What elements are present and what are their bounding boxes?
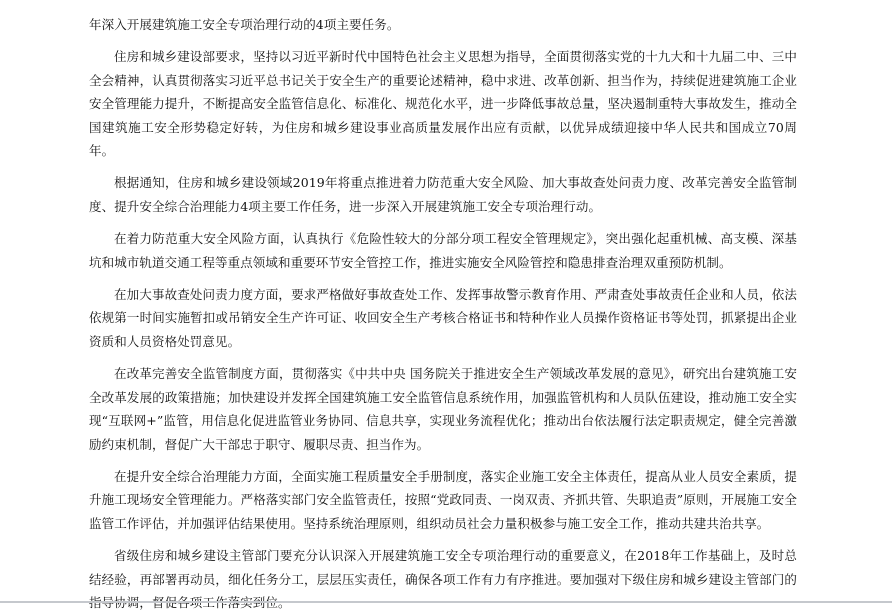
- paragraph-accident-accountability: 在加大事故查处问责力度方面，要求严格做好事故查处工作、发挥事故警示教育作用、严肃查处事故责任企业和人员，依法依规第一时间实施暂扣或吊销安全生产许可证、收回安全生产考核合格证书和特种作业人员操作资格证书等处罚，抓紧提出企业资质和人员资格处罚意见。: [89, 287, 797, 349]
- paragraph-provincial-departments: 省级住房和城乡建设主管部门要充分认识深入开展建筑施工安全专项治理行动的重要意义，在2018年工作基础上，及时总结经验，再部署再动员，细化任务分工，层层压实责任，确保各项工作有力有序推进。要加强对下级住房和城乡建设主管部门的: [89, 548, 797, 587]
- paragraph-governance-capacity: 在提升安全综合治理能力方面，全面实施工程质量安全手册制度，落实企业施工安全主体责任，提高从业人员安全素质，提升施工现场安全管理能力。严格落实部门安全监管责任，按照“党政同责、一岗双责、齐抓共管、失职追责”原则，开展施工安全监管工作评估，并加强评估结果使用。坚持系统治理原则，组织动员社会力量积极参与施工安全工作，推动共建共治共享。: [89, 468, 797, 531]
- document-page: [89, 13, 797, 614]
- paragraph-continuation: 年深入开展建筑施工安全专项治理行动的4项主要任务。: [89, 17, 400, 32]
- paragraph-2019-key-tasks: 根据通知，住房和城乡建设领域2019年将重点推进着力防范重大安全风险、加大事故查处问责力度、改革完善安全监管制度、提升安全综合治理能力4项主要工作任务，进一步深入开展建筑施工安全专项治理行动。: [89, 175, 797, 214]
- paragraph-ministry-requirements: 住房和城乡建设部要求，坚持以习近平新时代中国特色社会主义思想为指导，全面贯彻落实党的十九大和十九届二中、三中全会精神，认真贯彻落实习近平总书记关于安全生产的重要论述精神，稳中求进、改革创新、担当作为，持续促进建筑施工企业安全管理能力提升，不断提高安全监管信息化、标准化、规范化水平，进一步降低事故总量，坚决遏制重特大事故发生，推动全国建筑施工安全形势稳定好转，为住房和城乡建设事业高质量发展作出应有贡献，以优异成绩迎接中华人民共和国成立70周年。: [89, 49, 797, 159]
- paragraph-regulatory-reform: 在改革完善安全监管制度方面，贯彻落实《中共中央 国务院关于推进安全生产领域改革发展的意见》，研究出台建筑施工安全改革发展的政策措施；加快建设并发挥全国建筑施工安全监管信息系统作用，加强监管机构和人员队伍建设，推动施工安全实现“互联网+”监管，用信息化促进监管业务协同、信息共享，实现业务流程优化；推动出台依法履行法定职责规定，健全完善激励约束机制，督促广大干部忠于职守、履职尽责、担当作为。: [89, 366, 797, 452]
- paragraph-risk-prevention: 在着力防范重大安全风险方面，认真执行《危险性较大的分部分项工程安全管理规定》，突出强化起重机械、高支模、深基坑和城市轨道交通工程等重点领域和重要环节安全管控工作，推进实施安全风险管控和隐患排查治理双重预防机制。: [89, 231, 797, 270]
- bottom-divider: [0, 601, 892, 603]
